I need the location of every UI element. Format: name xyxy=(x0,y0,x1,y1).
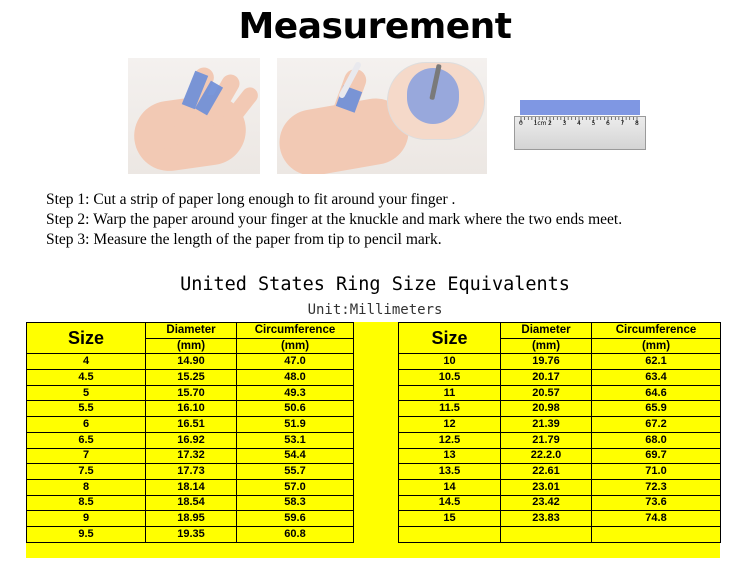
ruler-label: 5 xyxy=(591,120,596,127)
circumference-unit: (mm) xyxy=(592,338,721,354)
table-row xyxy=(399,448,721,464)
circumference-header: Circumference xyxy=(592,323,721,339)
circumference-cell: 72.3 xyxy=(592,479,721,495)
table-row xyxy=(27,432,354,448)
circumference-header: Circumference xyxy=(237,323,354,339)
circumference-cell: 63.4 xyxy=(592,370,721,386)
size-cell: 10.5 xyxy=(399,370,501,386)
ruler-illustration xyxy=(514,100,646,150)
diameter-cell: 18.54 xyxy=(146,495,237,511)
table-row xyxy=(399,511,721,527)
size-cell: 6.5 xyxy=(27,432,146,448)
step-1-text: Step 1: Cut a strip of paper long enough to fit around your finger . xyxy=(46,191,456,208)
diameter-cell: 20.98 xyxy=(501,401,592,417)
diameter-cell: 14.90 xyxy=(146,354,237,370)
table-row xyxy=(399,417,721,433)
size-cell: 8 xyxy=(27,479,146,495)
size-cell: 7.5 xyxy=(27,464,146,480)
diameter-cell: 21.79 xyxy=(501,432,592,448)
table-row xyxy=(27,464,354,480)
table-row xyxy=(27,401,354,417)
size-cell: 12 xyxy=(399,417,501,433)
diameter-cell: 16.51 xyxy=(146,417,237,433)
ruler-label: 4 xyxy=(577,120,581,127)
size-cell: 13 xyxy=(399,448,501,464)
table-row xyxy=(27,354,354,370)
size-cell: 11 xyxy=(399,385,501,401)
size-header: Size xyxy=(399,323,501,354)
ruler-label: 0 xyxy=(519,120,523,127)
ring-size-table-left xyxy=(26,322,354,543)
ruler-label: 2 xyxy=(548,120,552,127)
diameter-cell: 20.17 xyxy=(501,370,592,386)
table-row xyxy=(27,448,354,464)
diameter-header: Diameter xyxy=(146,323,237,339)
table-row xyxy=(399,354,721,370)
circumference-cell: 67.2 xyxy=(592,417,721,433)
size-cell: 9 xyxy=(27,511,146,527)
diameter-cell: 23.83 xyxy=(501,511,592,527)
diameter-header: Diameter xyxy=(501,323,592,339)
diameter-cell: 23.01 xyxy=(501,479,592,495)
size-cell: 5 xyxy=(27,385,146,401)
diameter-cell: 22.2.0 xyxy=(501,448,592,464)
table-row xyxy=(27,479,354,495)
table-row xyxy=(27,370,354,386)
table-row xyxy=(27,495,354,511)
circumference-cell: 55.7 xyxy=(237,464,354,480)
diameter-cell: 17.73 xyxy=(146,464,237,480)
circumference-cell: 73.6 xyxy=(592,495,721,511)
diameter-cell: 19.35 xyxy=(146,526,237,542)
ruler-label: 1cm xyxy=(533,120,547,127)
circumference-cell: 50.6 xyxy=(237,401,354,417)
circumference-cell: 68.0 xyxy=(592,432,721,448)
table-row xyxy=(399,526,721,542)
table-row xyxy=(399,464,721,480)
diameter-cell xyxy=(501,526,592,542)
diameter-cell: 15.70 xyxy=(146,385,237,401)
size-cell: 10 xyxy=(399,354,501,370)
ruler-label: 8 xyxy=(635,120,639,127)
table-unit: Unit:Millimeters xyxy=(307,302,443,318)
size-cell: 14 xyxy=(399,479,501,495)
circumference-cell: 48.0 xyxy=(237,370,354,386)
circumference-cell: 47.0 xyxy=(237,354,354,370)
diameter-cell: 18.95 xyxy=(146,511,237,527)
step-2-text: Step 2: Warp the paper around your finger at the knuckle and mark where the two ends meet. xyxy=(46,211,623,228)
hand-with-paper-strip-photo xyxy=(128,58,260,174)
diameter-cell: 15.25 xyxy=(146,370,237,386)
circumference-cell: 69.7 xyxy=(592,448,721,464)
table-row xyxy=(399,385,721,401)
paper-strip-graphic xyxy=(520,100,640,115)
page-title: Measurement xyxy=(238,6,512,47)
circumference-cell: 65.9 xyxy=(592,401,721,417)
ruler-graphic xyxy=(514,116,646,150)
size-cell: 6 xyxy=(27,417,146,433)
circumference-cell: 62.1 xyxy=(592,354,721,370)
diameter-cell: 19.76 xyxy=(501,354,592,370)
size-header: Size xyxy=(27,323,146,354)
table-row xyxy=(399,370,721,386)
ruler-label: 3 xyxy=(562,120,567,127)
size-cell: 13.5 xyxy=(399,464,501,480)
diameter-cell: 17.32 xyxy=(146,448,237,464)
circumference-cell: 60.8 xyxy=(237,526,354,542)
diameter-cell: 23.42 xyxy=(501,495,592,511)
ruler-label: 7 xyxy=(620,120,625,127)
diameter-unit: (mm) xyxy=(501,338,592,354)
step-3-text: Step 3: Measure the length of the paper from tip to pencil mark. xyxy=(46,231,442,248)
diameter-cell: 20.57 xyxy=(501,385,592,401)
size-cell: 12.5 xyxy=(399,432,501,448)
table-title: United States Ring Size Equivalents xyxy=(180,274,570,295)
table-row xyxy=(27,417,354,433)
ruler-label: 6 xyxy=(606,120,610,127)
size-cell: 7 xyxy=(27,448,146,464)
size-cell: 14.5 xyxy=(399,495,501,511)
circumference-cell: 53.1 xyxy=(237,432,354,448)
table-row xyxy=(27,511,354,527)
table-row xyxy=(27,526,354,542)
diameter-unit: (mm) xyxy=(146,338,237,354)
size-cell: 4.5 xyxy=(27,370,146,386)
size-cell: 11.5 xyxy=(399,401,501,417)
circumference-cell: 59.6 xyxy=(237,511,354,527)
table-row xyxy=(399,495,721,511)
size-cell: 15 xyxy=(399,511,501,527)
circumference-cell xyxy=(592,526,721,542)
size-cell xyxy=(399,526,501,542)
circumference-unit: (mm) xyxy=(237,338,354,354)
circumference-cell: 74.8 xyxy=(592,511,721,527)
size-cell: 8.5 xyxy=(27,495,146,511)
circumference-cell: 64.6 xyxy=(592,385,721,401)
diameter-cell: 16.10 xyxy=(146,401,237,417)
table-row xyxy=(399,432,721,448)
diameter-cell: 22.61 xyxy=(501,464,592,480)
diameter-cell: 16.92 xyxy=(146,432,237,448)
circumference-cell: 58.3 xyxy=(237,495,354,511)
table-row xyxy=(27,385,354,401)
circumference-cell: 57.0 xyxy=(237,479,354,495)
size-cell: 9.5 xyxy=(27,526,146,542)
table-row xyxy=(399,401,721,417)
circumference-cell: 71.0 xyxy=(592,464,721,480)
diameter-cell: 21.39 xyxy=(501,417,592,433)
marking-paper-strip-photo xyxy=(277,58,487,174)
table-row xyxy=(399,479,721,495)
size-cell: 4 xyxy=(27,354,146,370)
diameter-cell: 18.14 xyxy=(146,479,237,495)
size-cell: 5.5 xyxy=(27,401,146,417)
circumference-cell: 49.3 xyxy=(237,385,354,401)
circumference-cell: 54.4 xyxy=(237,448,354,464)
instruction-steps xyxy=(46,190,622,250)
circumference-cell: 51.9 xyxy=(237,417,354,433)
ring-size-table-right xyxy=(398,322,721,543)
